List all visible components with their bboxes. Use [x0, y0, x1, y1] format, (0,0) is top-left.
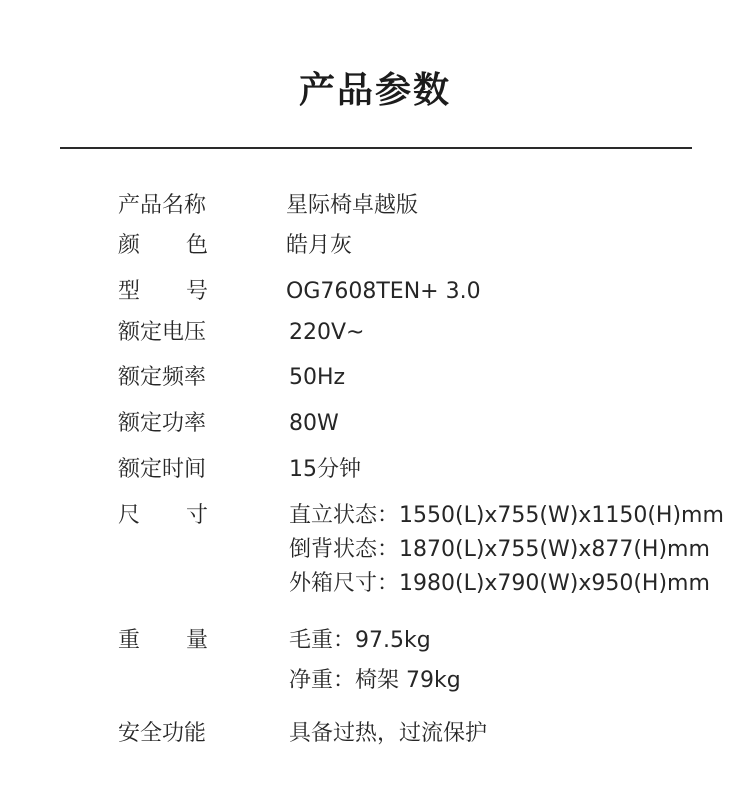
value-net-weight: 净重：椅架 79kg — [289, 668, 461, 693]
label-weight — [118, 627, 208, 655]
page-title: 产品参数 — [298, 70, 451, 111]
label-color-char2: 色 — [185, 233, 208, 258]
value-time: 15分钟 — [289, 457, 361, 482]
label-power: 额定功率 — [118, 411, 207, 436]
label-product-name: 产品名称 — [118, 193, 207, 218]
label-voltage: 额定电压 — [118, 320, 207, 345]
value-power: 80W — [289, 411, 339, 436]
label-color — [118, 232, 208, 260]
label-frequency: 额定频率 — [118, 365, 207, 390]
value-safety: 具备过热，过流保护 — [289, 721, 488, 746]
value-size-box: 外箱尺寸：1980(L)x790(W)x950(H)mm — [289, 571, 710, 596]
value-product-name: 星际椅卓越版 — [286, 193, 419, 218]
value-model: OG7608TEN+ 3.0 — [286, 279, 481, 304]
label-model-char2: 号 — [185, 279, 208, 304]
label-size-char1: 尺 — [118, 503, 141, 528]
value-frequency: 50Hz — [289, 365, 346, 390]
label-weight-char1: 重 — [118, 628, 141, 653]
label-weight-char2: 量 — [185, 628, 208, 653]
label-model — [118, 278, 208, 306]
value-size-upright: 直立状态：1550(L)x755(W)x1150(H)mm — [289, 503, 724, 528]
value-size-reclined: 倒背状态：1870(L)x755(W)x877(H)mm — [289, 537, 710, 562]
label-size-char2: 寸 — [185, 503, 208, 528]
value-color: 皓月灰 — [286, 233, 353, 258]
label-size — [118, 502, 208, 530]
label-model-char1: 型 — [118, 279, 141, 304]
label-color-char1: 颜 — [118, 233, 141, 258]
label-time: 额定时间 — [118, 457, 207, 482]
title-divider — [60, 147, 692, 149]
value-voltage: 220V~ — [289, 320, 365, 345]
label-safety: 安全功能 — [118, 721, 207, 746]
value-gross-weight: 毛重：97.5kg — [289, 628, 431, 653]
